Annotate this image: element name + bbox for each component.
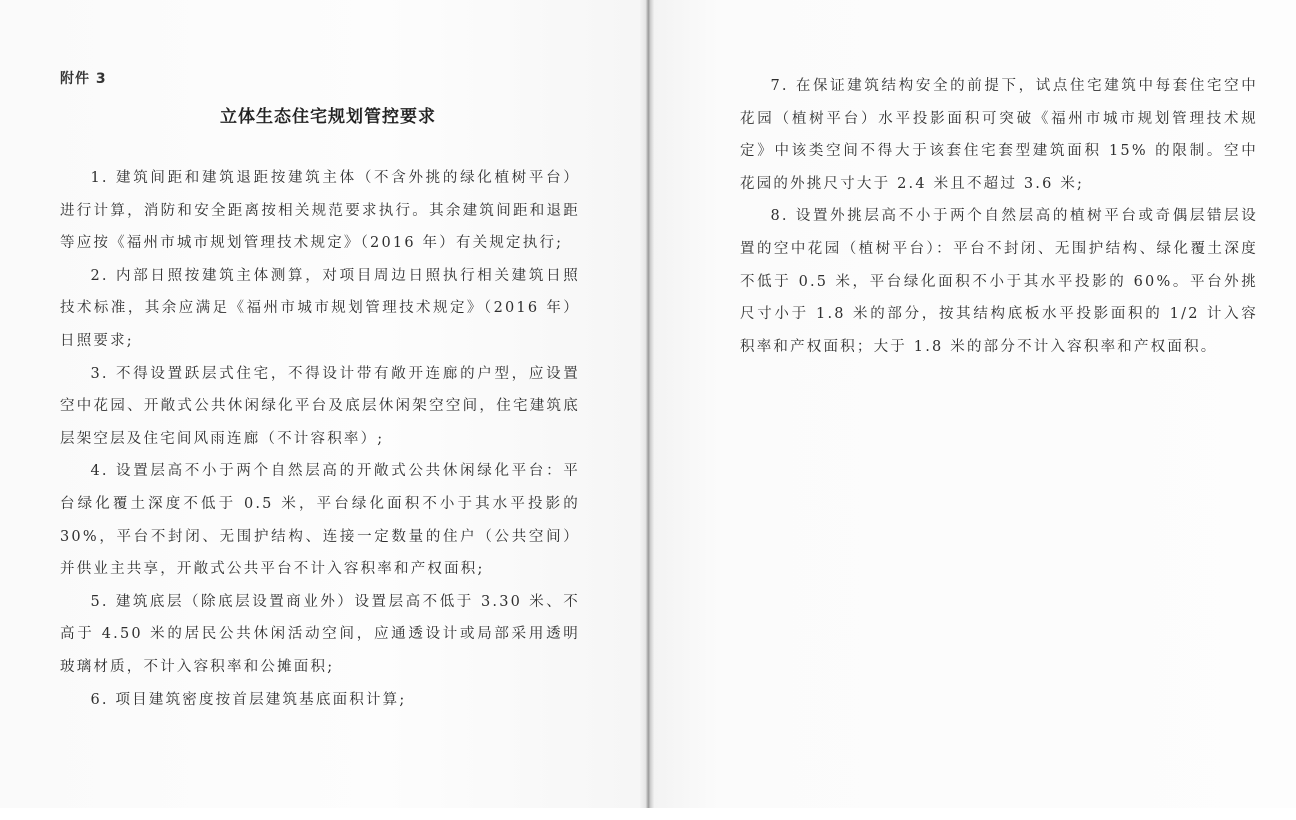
clause-2: 2. 内部日照按建筑主体测算，对项目周边日照执行相关建筑日照技术标准，其余应满足《福州市城市规划管理技术规定》（2016 年）日照要求; <box>60 267 580 349</box>
clause-3: 3. 不得设置跃层式住宅，不得设计带有敞开连廊的户型，应设置空中花园、开敞式公共休闲绿化平台及底层休闲架空空间，住宅建筑底层架空层及住宅间风雨连廊（不计容积率）; <box>60 365 580 447</box>
document-title: 立体生态住宅规划管控要求 <box>220 107 436 127</box>
clause-4: 4. 设置层高不小于两个自然层高的开敞式公共休闲绿化平台：平台绿化覆土深度不低于 0.5 米，平台绿化面积不小于其水平投影的 30%，平台不封闭、无围护结构、连接一定数量的住户（公共空间）并供业主共享，开敞式公共平台不计入容积率和产权面积; <box>60 463 580 578</box>
clause-5: 5. 建筑底层（除底层设置商业外）设置层高不低于 3.30 米、不高于 4.50 米的居民公共休闲活动空间，应通透设计或局部采用透明玻璃材质，不计入容积率和公摊面积; <box>60 593 580 675</box>
page-gutter-divider <box>640 0 654 808</box>
bottom-margin-strip <box>0 808 1296 820</box>
right-page-body <box>740 70 1258 363</box>
clause-6: 6. 项目建筑密度按首层建筑基底面积计算; <box>90 691 407 708</box>
clause-8: 8. 设置外挑层高不小于两个自然层高的植树平台或奇偶层错层设置的空中花园（植树平台）：平台不封闭、无围护结构、绿化覆土深度不低于 0.5 米，平台绿化面积不小于其水平投影的 60%。平台外挑尺寸小于 1.8 米的部分，按其结构底板水平投影面积的 1/2 计入容积率和产权面积；大于 1.8 米的部分不计入容积率和产权面积。 <box>740 208 1258 355</box>
clause-7: 7. 在保证建筑结构安全的前提下，试点住宅建筑中每套住宅空中花园（植树平台）水平投影面积可突破《福州市城市规划管理技术规定》中该类空间不得大于该套住宅套型建筑面积 15% 的限制。空中花园的外挑尺寸大于 2.4 米且不超过 3.6 米; <box>740 78 1258 192</box>
clause-1: 1. 建筑间距和建筑退距按建筑主体（不含外挑的绿化植树平台）进行计算，消防和安全距离按相关规范要求执行。其余建筑间距和退距等应按《福州市城市规划管理技术规定》（2016 年）有关规定执行; <box>60 170 580 252</box>
left-page-body <box>60 162 580 716</box>
left-page <box>0 0 640 808</box>
attachment-label: 附件 3 <box>60 71 107 87</box>
